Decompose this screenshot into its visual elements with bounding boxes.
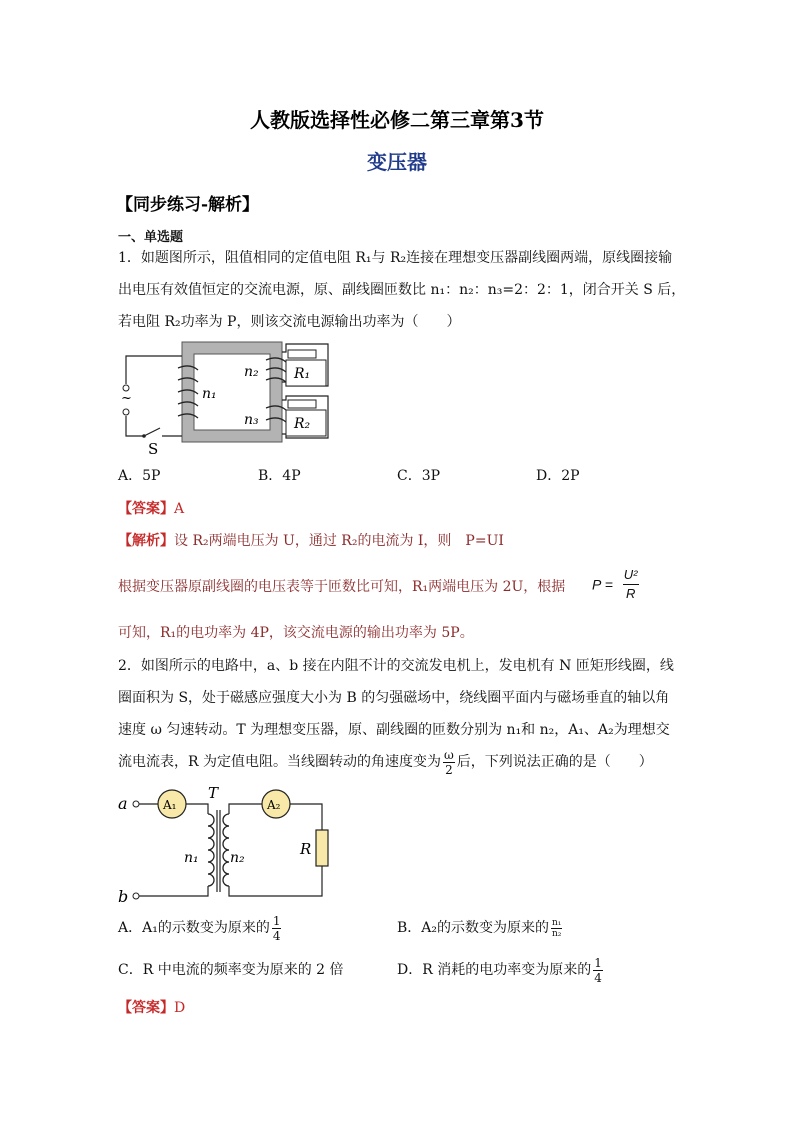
ac-source-symbol: ~ — [121, 391, 132, 406]
q1-line-3: 若电阻 R₂功率为 P，则该交流电源输出功率为（ ） — [118, 314, 461, 330]
r1-label: R₁ — [294, 366, 311, 382]
formula-denominator: R — [625, 586, 636, 601]
q2-answer-tag: 【答案】 — [118, 1000, 174, 1016]
terminal-b-label: b — [118, 887, 129, 904]
resistor-r-label: R — [300, 840, 312, 858]
formula-lhs: P = — [592, 576, 613, 593]
n2-label: n₂ — [244, 364, 259, 380]
q2-option-c: C．R 中电流的频率变为原来的 2 倍 — [118, 962, 344, 978]
q1-line-2: 出电压有效值恒定的交流电源，原、副线圈匝数比 n₁：n₂：n₃=2：2：1，闭合开关 S 后， — [118, 282, 686, 298]
q1-option-d: D．2P — [536, 468, 580, 484]
q1-answer-tag: 【答案】 — [118, 501, 174, 517]
page-title: 人教版选择性必修二第三章第3节 — [250, 108, 544, 132]
q2-line-2: 圈面积为 S，处于磁感应强度大小为 B 的匀强磁场中，绕线圈平面内与磁场垂直的轴以角 — [118, 690, 670, 706]
q2-option-b-den: n₂ — [552, 928, 562, 939]
q2-answer-value: D — [174, 1000, 186, 1016]
q2-line-4 — [118, 746, 653, 778]
resistor-r — [316, 830, 328, 866]
q2-frac-num: ω — [444, 747, 454, 762]
q1-explain-2: 根据变压器原副线圈的电压表等于匝数比可知，R₁两端电压为 2U，根据 — [118, 579, 566, 595]
a2-label: A₂ — [267, 798, 281, 812]
q2-answer-row — [118, 997, 185, 1017]
n1-label: n₁ — [202, 386, 217, 402]
q2-option-a — [118, 912, 283, 944]
q2-option-d-den: 4 — [594, 970, 602, 985]
terminal-a-label: a — [118, 794, 128, 813]
n3-label: n₃ — [244, 412, 259, 428]
q2-option-d-num: 1 — [594, 955, 602, 970]
q2-option-b-num: n₁ — [552, 917, 562, 928]
transformer-t-label: T — [208, 784, 219, 802]
q2-line-4a: 流电流表，R 为定值电阻。当线圈转动的角速度变为 — [118, 754, 441, 770]
q1-explain-row-1 — [118, 530, 504, 550]
q2-option-a-den: 4 — [272, 928, 281, 943]
section-heading: 【同步练习-解析】 — [116, 195, 260, 215]
q1-line-1: 1．如题图所示，阻值相同的定值电阻 R₁与 R₂连接在理想变压器副线圈两端，原线圈接输 — [118, 250, 673, 266]
q1-option-a: A．5P — [118, 468, 161, 484]
q1-answer-value: A — [174, 501, 185, 517]
q1-explain-3: 可知，R₁的电功率为 4P，该交流电源的输出功率为 5P。 — [118, 625, 474, 641]
q2-line-4b: 后，下列说法正确的是（ ） — [456, 754, 653, 770]
switch-label: S — [148, 440, 159, 458]
q2-circuit-diagram — [116, 784, 336, 904]
q1-formula — [592, 566, 641, 603]
q2-n2-label: n₂ — [230, 850, 245, 866]
q2-option-b — [397, 912, 564, 944]
q2-option-a-text: A．A₁的示数变为原来的 — [118, 920, 270, 936]
q1-circuit-diagram — [116, 338, 356, 460]
q1-option-b: B．4P — [258, 468, 301, 484]
switch-s — [144, 428, 160, 436]
q2-option-a-num: 1 — [272, 913, 281, 928]
q2-line-1: 2．如图所示的电路中，a、b 接在内阻不计的交流发电机上，发电机有 N 匝矩形线圈，线 — [118, 658, 674, 674]
q2-frac-den: 2 — [445, 762, 453, 777]
r2-label: R₂ — [294, 416, 311, 432]
formula-numerator: U² — [623, 566, 639, 585]
page-subtitle: 变压器 — [367, 150, 427, 174]
q2-line-3: 速度 ω 匀速转动。T 为理想变压器，原、副线圈的匝数分别为 n₁和 n₂，A₁、A₂为理想交 — [118, 722, 670, 738]
q2-option-d — [397, 954, 605, 986]
q1-option-c: C．3P — [397, 468, 441, 484]
a1-label: A₁ — [163, 798, 177, 812]
q2-option-d-text: D．R 消耗的电功率变为原来的 — [397, 962, 592, 978]
part-heading: 一、单选题 — [118, 230, 184, 245]
q1-answer-row — [118, 498, 184, 518]
q2-option-b-text: B．A₂的示数变为原来的 — [397, 920, 550, 936]
q2-n1-label: n₁ — [184, 850, 199, 866]
q1-explain-1: 设 R₂两端电压为 U，通过 R₂的电流为 I，则 P=UI — [174, 533, 504, 549]
q1-explain-tag: 【解析】 — [118, 533, 174, 549]
